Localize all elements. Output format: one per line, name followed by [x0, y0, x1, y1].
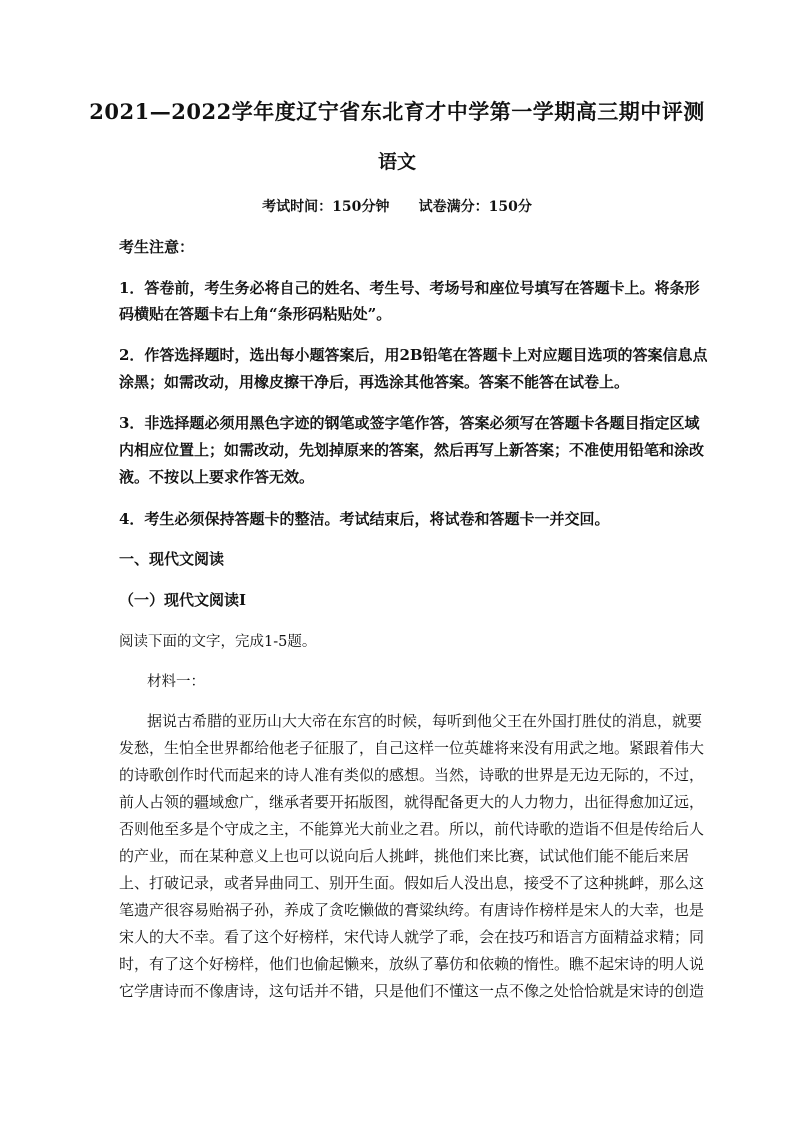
reading-instruction: 阅读下面的文字，完成1-5题。	[119, 634, 317, 650]
notice-line: 涂黑；如需改动，用橡皮擦干净后，再选涂其他答案。答案不能答在试卷上。	[119, 373, 630, 391]
passage-line: 它学唐诗而不像唐诗，这句话并不错，只是他们不懂这一点不像之处恰恰就是宋诗的创造	[119, 982, 705, 1000]
passage-line: 宋人的大不幸。看了这个好榜样，宋代诗人就学了乖，会在技巧和语言方面精益求精；同	[119, 928, 705, 946]
passage-line: 发愁，生怕全世界都给他老子征服了，自己这样一位英雄将来没有用武之地。紧跟着伟大	[119, 739, 705, 757]
passage-line: 时，有了这个好榜样，他们也偷起懒来，放纵了摹仿和依赖的惰性。瞧不起宋诗的明人说	[119, 955, 705, 973]
passage-line: 的诗歌创作时代而起来的诗人准有类似的感想。当然，诗歌的世界是无边无际的，不过，	[119, 766, 705, 784]
notice-line: 2．作答选择题时，选出每小题答案后，用2B铅笔在答题卡上对应题目选项的答案信息点	[119, 346, 708, 364]
passage-line: 据说古希腊的亚历山大大帝在东宫的时候，每听到他父王在外国打胜仗的消息，就要	[147, 712, 703, 730]
notice-line: 1．答卷前，考生务必将自己的姓名、考生号、考场号和座位号填写在答题卡上。将条形	[119, 279, 700, 297]
notice-heading: 考生注意：	[119, 238, 195, 256]
notice-line: 4．考生必须保持答题卡的整洁。考试结束后，将试卷和答题卡一并交回。	[119, 510, 610, 528]
passage-line: 上、打破记录，或者异曲同工、别开生面。假如后人没出息，接受不了这种挑衅，那么这	[119, 874, 705, 892]
subject-title: 语文	[377, 151, 416, 173]
notice-line: 内相应位置上；如需改动，先划掉原来的答案，然后再写上新答案；不准使用铅笔和涂改	[119, 441, 705, 459]
material-label: 材料一：	[147, 674, 205, 690]
section-subheading: （一）现代文阅读Ⅰ	[119, 591, 247, 609]
notice-line: 液。不按以上要求作答无效。	[119, 468, 315, 486]
notice-line: 3．非选择题必须用黑色字迹的钢笔或签字笔作答，答案必须写在答题卡各题目指定区域	[119, 414, 700, 432]
exam-title: 2021—2022学年度辽宁省东北育才中学第一学期高三期中评测	[89, 99, 705, 124]
passage-line: 前人占领的疆域愈广，继承者要开拓版图，就得配备更大的人力物力，出征得愈加辽远，	[119, 793, 705, 811]
notice-line: 码横贴在答题卡右上角“条形码粘贴处”。	[119, 305, 392, 323]
passage-line: 否则他至多是个守成之主，不能算光大前业之君。所以，前代诗歌的造诣不但是传给后人	[119, 820, 705, 838]
exam-info: 考试时间：150分钟 试卷满分：150分	[262, 199, 532, 215]
passage-line: 笔遗产很容易贻祸子孙，养成了贪吃懒做的膏粱纨绔。有唐诗作榜样是宋人的大幸，也是	[119, 901, 705, 919]
section-heading: 一、现代文阅读	[119, 550, 225, 568]
passage-line: 的产业，而在某种意义上也可以说向后人挑衅，挑他们来比赛，试试他们能不能后来居	[119, 847, 690, 865]
